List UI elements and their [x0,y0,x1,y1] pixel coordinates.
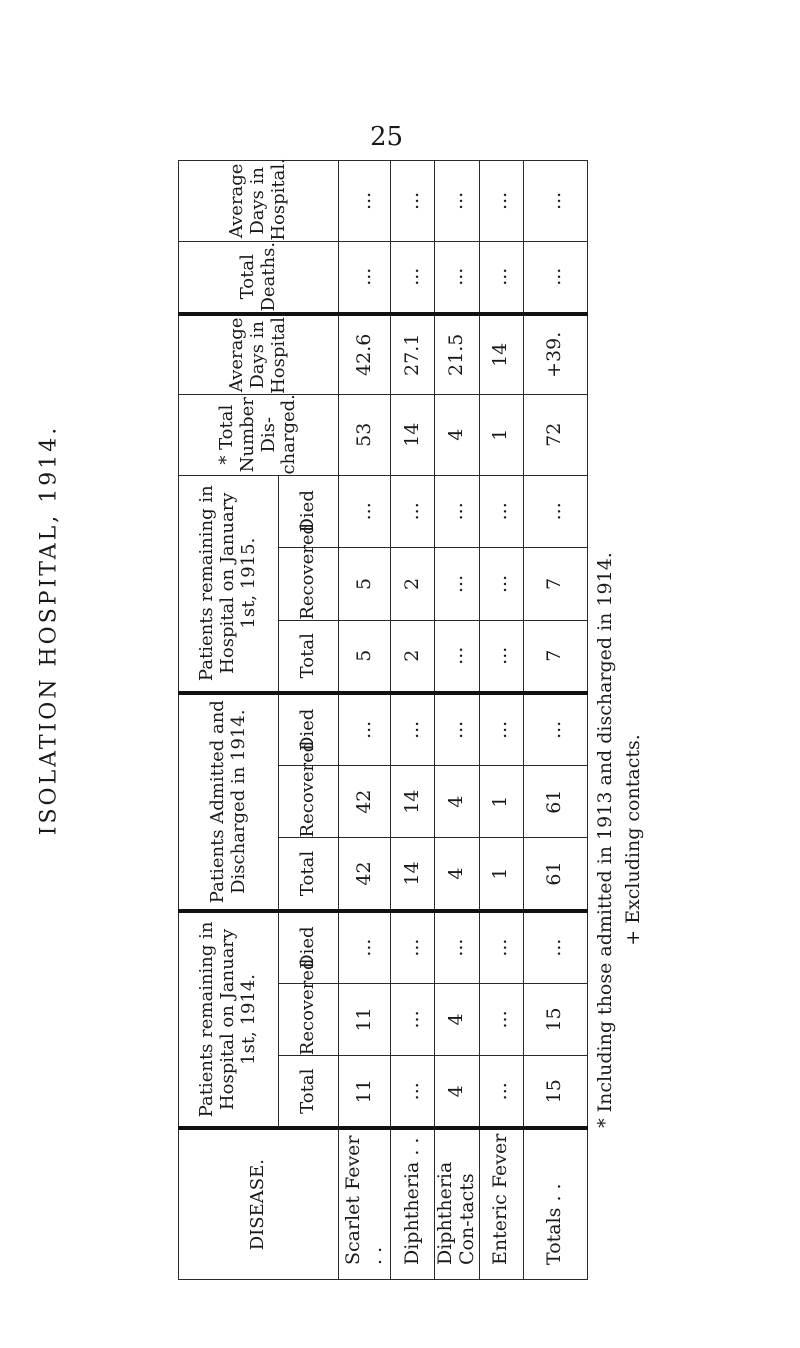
value-cell-g2-rec: 14 [391,765,435,838]
value-cell-deaths: ... [523,241,587,314]
footnote-1: * Including those admitted in 1913 and discharged in 1914. [594,552,616,1128]
table-row [391,161,435,1280]
value-cell-g2-died: ... [391,693,435,766]
value-cell-g1-total: 11 [339,1056,391,1129]
value-cell-g1-total: ... [391,1056,435,1129]
value-cell-avg1: 27.1 [391,314,435,395]
footnote-1-container [590,0,620,1348]
isolation-hospital-table [178,160,588,1280]
header-g2-recovered: Recovered [279,765,339,838]
value-cell-g2-total: 14 [391,838,435,911]
value-cell-g3-rec: ... [435,548,480,621]
table-container [178,160,570,1280]
value-cell-avg2: ... [523,161,587,242]
value-cell-deaths: ... [339,241,391,314]
value-cell-g3-died: ... [523,475,587,548]
value-cell-g2-total: 1 [479,838,523,911]
value-cell-g3-rec: ... [479,548,523,621]
value-cell-g1-rec: ... [479,983,523,1056]
value-cell-g2-died: ... [479,693,523,766]
value-cell-avg1: 14 [479,314,523,395]
value-cell-g3-total: 2 [391,620,435,693]
value-cell-avg1: +39. [523,314,587,395]
header-g3-died: Died [279,475,339,548]
value-cell-g1-died: ... [523,911,587,984]
value-cell-g3-rec: 5 [339,548,391,621]
value-cell-g1-died: ... [479,911,523,984]
header-g2-total: Total [279,838,339,911]
disease-cell: Scarlet Fever . . [339,1128,391,1279]
value-cell-g2-total: 61 [523,838,587,911]
header-group-jan-1914: Patients remaining in Hospital on January 1st, 1914. [179,911,279,1129]
value-cell-deaths: ... [435,241,480,314]
footnote-2: + Excluding contacts. [622,734,644,946]
header-g3-total: Total [279,620,339,693]
value-cell-avg1: 42.6 [339,314,391,395]
table-row [339,161,391,1280]
value-cell-avg2: ... [391,161,435,242]
value-cell-g3-died: ... [479,475,523,548]
footnote-2-container [618,0,648,1348]
value-cell-g3-total: 5 [339,620,391,693]
header-total-deaths: Total Deaths. [179,241,339,314]
disease-cell: Diphtheria Con-tacts [435,1128,480,1279]
value-cell-g1-died: ... [391,911,435,984]
table-row [435,161,480,1280]
value-cell-discharged: 14 [391,394,435,475]
value-cell-deaths: ... [391,241,435,314]
value-cell-avg2: ... [339,161,391,242]
header-total-discharged: * Total Number Dis-charged. [179,394,339,475]
header-g1-recovered: Recovered [279,983,339,1056]
value-cell-deaths: ... [479,241,523,314]
value-cell-avg1: 21.5 [435,314,480,395]
value-cell-g1-total: ... [479,1056,523,1129]
disease-cell: Totals . . [523,1128,587,1279]
table-row [479,161,523,1280]
value-cell-discharged: 4 [435,394,480,475]
value-cell-g1-rec: 15 [523,983,587,1056]
value-cell-g2-rec: 4 [435,765,480,838]
value-cell-discharged: 72 [523,394,587,475]
value-cell-g1-rec: ... [391,983,435,1056]
title-container [14,0,84,1348]
value-cell-g3-total: ... [435,620,480,693]
value-cell-g3-died: ... [391,475,435,548]
disease-cell: Diphtheria . . [391,1128,435,1279]
value-cell-discharged: 1 [479,394,523,475]
header-g2-died: Died [279,693,339,766]
page-number: 25 [370,122,404,152]
value-cell-g1-total: 4 [435,1056,480,1129]
value-cell-g1-died: ... [339,911,391,984]
value-cell-g3-rec: 2 [391,548,435,621]
page-title: ISOLATION HOSPITAL, 1914. [36,424,62,836]
value-cell-g2-rec: 42 [339,765,391,838]
header-g3-recovered: Recovered [279,548,339,621]
value-cell-g1-rec: 11 [339,983,391,1056]
value-cell-g2-died: ... [339,693,391,766]
header-disease: DISEASE. [179,1128,339,1279]
value-cell-g1-rec: 4 [435,983,480,1056]
header-avg-days-2: Average Days in Hospital. [179,161,339,242]
header-group-jan-1915: Patients remaining in Hospital on January 1st, 1915. [179,475,279,693]
value-cell-g2-rec: 1 [479,765,523,838]
header-avg-days-1: Average Days in Hospital. [179,314,339,395]
disease-cell: Enteric Fever [479,1128,523,1279]
value-cell-g3-rec: 7 [523,548,587,621]
header-g1-died: Died [279,911,339,984]
value-cell-g2-total: 42 [339,838,391,911]
value-cell-g3-total: 7 [523,620,587,693]
value-cell-g2-total: 4 [435,838,480,911]
value-cell-avg2: ... [435,161,480,242]
value-cell-g2-died: ... [435,693,480,766]
value-cell-g2-rec: 61 [523,765,587,838]
value-cell-g3-total: ... [479,620,523,693]
value-cell-avg2: ... [479,161,523,242]
header-group-admitted-1914: Patients Admitted and Discharged in 1914. [179,693,279,911]
value-cell-discharged: 53 [339,394,391,475]
totals-row [523,161,587,1280]
value-cell-g2-died: ... [523,693,587,766]
header-g1-total: Total [279,1056,339,1129]
value-cell-g1-total: 15 [523,1056,587,1129]
value-cell-g3-died: ... [435,475,480,548]
value-cell-g1-died: ... [435,911,480,984]
value-cell-g3-died: ... [339,475,391,548]
